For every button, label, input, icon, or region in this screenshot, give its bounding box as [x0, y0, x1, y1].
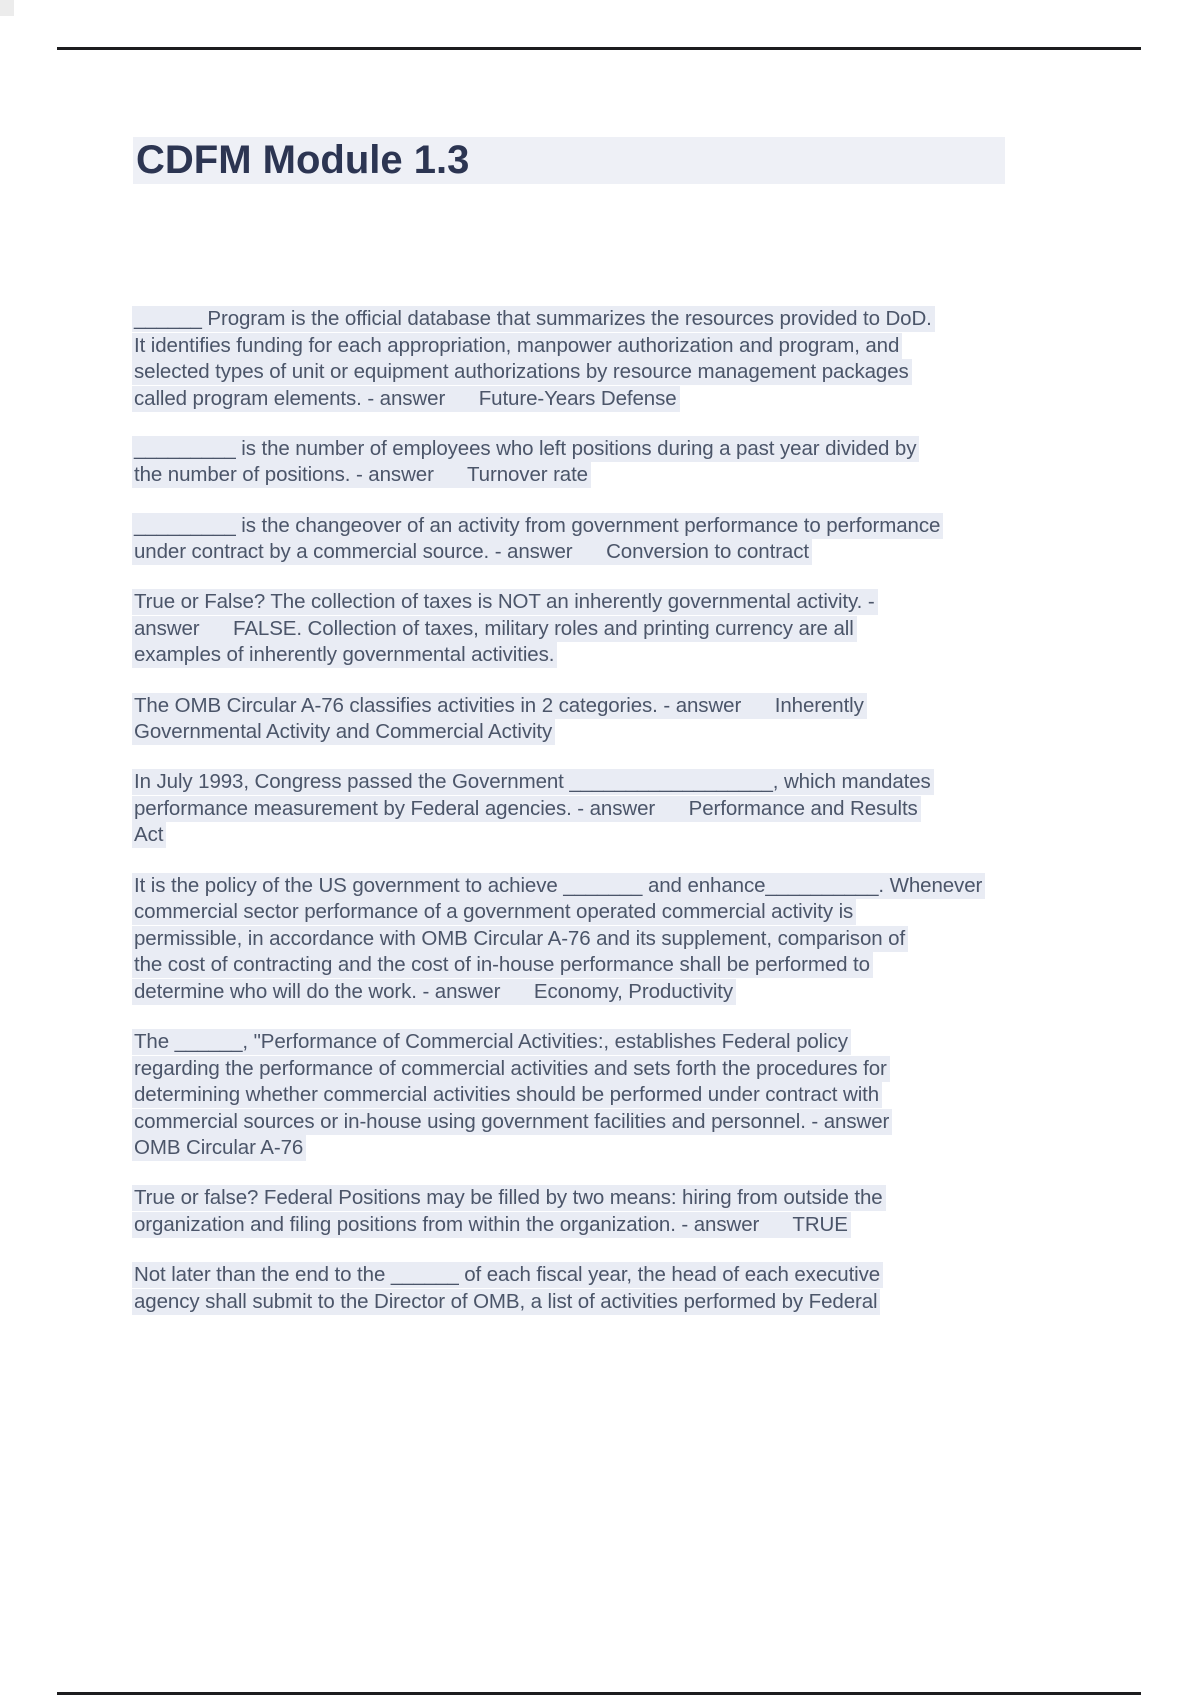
highlighted-text: permissible, in accordance with OMB Circular A-76 and its supplement, comparison of	[132, 926, 908, 952]
paragraph	[134, 306, 1084, 412]
text-line	[134, 769, 1084, 796]
highlighted-text: answer FALSE. Collection of taxes, military roles and printing currency are all	[132, 616, 857, 642]
highlighted-text: performance measurement by Federal agencies. - answer Performance and Results	[132, 796, 921, 822]
paragraph	[134, 513, 1084, 566]
bottom-rule	[57, 1692, 1141, 1695]
page-title: CDFM Module 1.3	[133, 137, 1005, 184]
text-line	[134, 1109, 1084, 1136]
text-line	[134, 386, 1084, 413]
paragraph	[134, 769, 1084, 849]
highlighted-text: It identifies funding for each appropriation, manpower authorization and program, and	[132, 333, 902, 359]
text-line	[134, 899, 1084, 926]
text-line	[134, 719, 1084, 746]
highlighted-text: Act	[132, 822, 166, 848]
highlighted-text: In July 1993, Congress passed the Government __________________, which mandates	[132, 769, 934, 795]
text-line	[134, 589, 1084, 616]
highlighted-text: _________ is the changeover of an activity from government performance to performance	[132, 513, 943, 539]
text-line	[134, 306, 1084, 333]
text-line	[134, 1289, 1084, 1316]
text-line	[134, 1082, 1084, 1109]
text-line	[134, 1056, 1084, 1083]
text-line	[134, 952, 1084, 979]
text-line	[134, 436, 1084, 463]
highlighted-text: called program elements. - answer Future-Years Defense	[132, 386, 680, 412]
text-line	[134, 693, 1084, 720]
text-line	[134, 333, 1084, 360]
paragraph	[134, 1185, 1084, 1238]
corner-artifact	[0, 0, 14, 16]
text-line	[134, 513, 1084, 540]
highlighted-text: Governmental Activity and Commercial Activity	[132, 719, 555, 745]
highlighted-text: OMB Circular A-76	[132, 1135, 306, 1161]
highlighted-text: The ______, "Performance of Commercial Activities:, establishes Federal policy	[132, 1029, 851, 1055]
paragraph	[134, 436, 1084, 489]
text-line	[134, 822, 1084, 849]
paragraph	[134, 873, 1084, 1006]
highlighted-text: the number of positions. - answer Turnover rate	[132, 462, 591, 488]
highlighted-text: under contract by a commercial source. - answer Conversion to contract	[132, 539, 812, 565]
highlighted-text: commercial sector performance of a government operated commercial activity is	[132, 899, 856, 925]
highlighted-text: selected types of unit or equipment authorizations by resource management packages	[132, 359, 912, 385]
text-line	[134, 462, 1084, 489]
highlighted-text: _________ is the number of employees who left positions during a past year divided by	[132, 436, 919, 462]
paragraph	[134, 589, 1084, 669]
text-line	[134, 616, 1084, 643]
text-line	[134, 926, 1084, 953]
text-line	[134, 642, 1084, 669]
highlighted-text: Not later than the end to the ______ of each fiscal year, the head of each executive	[132, 1262, 883, 1288]
text-line	[134, 1029, 1084, 1056]
highlighted-text: True or false? Federal Positions may be filled by two means: hiring from outside the	[132, 1185, 886, 1211]
top-rule	[57, 47, 1141, 50]
highlighted-text: determine who will do the work. - answer Economy, Productivity	[132, 979, 736, 1005]
highlighted-text: regarding the performance of commercial activities and sets forth the procedures for	[132, 1056, 890, 1082]
highlighted-text: organization and filing positions from within the organization. - answer TRUE	[132, 1212, 851, 1238]
highlighted-text: The OMB Circular A-76 classifies activities in 2 categories. - answer Inherently	[132, 693, 867, 719]
highlighted-text: examples of inherently governmental activities.	[132, 642, 557, 668]
text-line	[134, 1185, 1084, 1212]
text-line	[134, 873, 1084, 900]
text-line	[134, 1262, 1084, 1289]
text-line	[134, 539, 1084, 566]
text-line	[134, 979, 1084, 1006]
text-line	[134, 359, 1084, 386]
highlighted-text: commercial sources or in-house using government facilities and personnel. - answer	[132, 1109, 892, 1135]
text-line	[134, 1212, 1084, 1239]
text-line	[134, 796, 1084, 823]
highlighted-text: determining whether commercial activities should be performed under contract with	[132, 1082, 882, 1108]
paragraph	[134, 693, 1084, 746]
text-line	[134, 1135, 1084, 1162]
highlighted-text: agency shall submit to the Director of OMB, a list of activities performed by Federal	[132, 1289, 880, 1315]
highlighted-text: True or False? The collection of taxes is NOT an inherently governmental activity. -	[132, 589, 878, 615]
highlighted-text: the cost of contracting and the cost of in-house performance shall be performed to	[132, 952, 873, 978]
highlighted-text: ______ Program is the official database that summarizes the resources provided to DoD.	[132, 306, 935, 332]
paragraph	[134, 1262, 1084, 1315]
highlighted-text: It is the policy of the US government to achieve _______ and enhance__________. Whenever	[132, 873, 985, 899]
document-body	[134, 306, 1084, 1315]
paragraph	[134, 1029, 1084, 1162]
